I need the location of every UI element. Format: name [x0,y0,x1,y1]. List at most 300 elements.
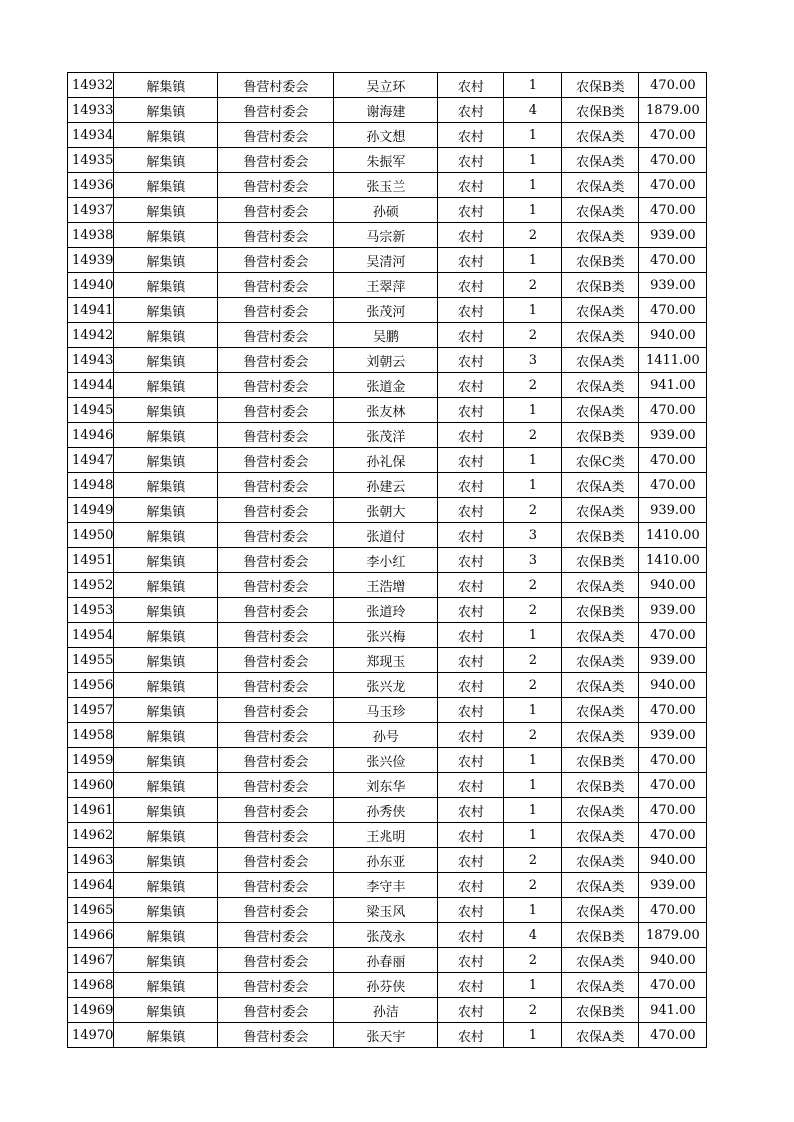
amount-cell: 470.00 [639,298,707,323]
town-cell: 解集镇 [114,448,218,473]
village-committee-cell: 鲁营村委会 [218,423,334,448]
town-cell: 解集镇 [114,123,218,148]
row-number-cell: 14943 [68,348,114,373]
household-count-cell: 3 [504,348,562,373]
amount-cell: 1879.00 [639,98,707,123]
household-count-cell: 2 [504,598,562,623]
area-type-cell: 农村 [438,523,504,548]
area-type-cell: 农村 [438,273,504,298]
insurance-category-cell: 农保A类 [562,373,639,398]
household-count-cell: 2 [504,673,562,698]
name-cell: 张朝大 [334,498,438,523]
table-row [68,548,707,573]
insurance-category-cell: 农保A类 [562,323,639,348]
insurance-category-cell: 农保A类 [562,873,639,898]
village-committee-cell: 鲁营村委会 [218,223,334,248]
town-cell: 解集镇 [114,848,218,873]
row-number-cell: 14962 [68,823,114,848]
amount-cell: 470.00 [639,973,707,998]
village-committee-cell: 鲁营村委会 [218,373,334,398]
town-cell: 解集镇 [114,98,218,123]
area-type-cell: 农村 [438,248,504,273]
household-count-cell: 2 [504,373,562,398]
amount-cell: 470.00 [639,473,707,498]
row-number-cell: 14938 [68,223,114,248]
town-cell: 解集镇 [114,498,218,523]
village-committee-cell: 鲁营村委会 [218,73,334,98]
insurance-category-cell: 农保A类 [562,648,639,673]
name-cell: 谢海建 [334,98,438,123]
village-committee-cell: 鲁营村委会 [218,798,334,823]
amount-cell: 939.00 [639,598,707,623]
table-row [68,373,707,398]
town-cell: 解集镇 [114,648,218,673]
table-row [68,748,707,773]
name-cell: 孙硕 [334,198,438,223]
village-committee-cell: 鲁营村委会 [218,873,334,898]
row-number-cell: 14961 [68,798,114,823]
amount-cell: 470.00 [639,73,707,98]
amount-cell: 940.00 [639,673,707,698]
household-count-cell: 2 [504,723,562,748]
amount-cell: 470.00 [639,173,707,198]
name-cell: 刘东华 [334,773,438,798]
row-number-cell: 14956 [68,673,114,698]
name-cell: 王浩增 [334,573,438,598]
area-type-cell: 农村 [438,223,504,248]
area-type-cell: 农村 [438,648,504,673]
insurance-category-cell: 农保B类 [562,423,639,448]
amount-cell: 939.00 [639,223,707,248]
village-committee-cell: 鲁营村委会 [218,598,334,623]
household-count-cell: 2 [504,873,562,898]
table-row [68,198,707,223]
table-row [68,573,707,598]
household-count-cell: 2 [504,423,562,448]
row-number-cell: 14960 [68,773,114,798]
amount-cell: 470.00 [639,448,707,473]
household-count-cell: 2 [504,998,562,1023]
village-committee-cell: 鲁营村委会 [218,298,334,323]
household-count-cell: 1 [504,148,562,173]
table-row [68,423,707,448]
town-cell: 解集镇 [114,798,218,823]
area-type-cell: 农村 [438,1023,504,1048]
table-row [68,773,707,798]
village-committee-cell: 鲁营村委会 [218,148,334,173]
table-row [68,823,707,848]
town-cell: 解集镇 [114,773,218,798]
town-cell: 解集镇 [114,173,218,198]
insurance-category-cell: 农保B类 [562,773,639,798]
insurance-category-cell: 农保A类 [562,698,639,723]
area-type-cell: 农村 [438,723,504,748]
area-type-cell: 农村 [438,323,504,348]
household-count-cell: 1 [504,973,562,998]
name-cell: 张兴俭 [334,748,438,773]
name-cell: 张茂河 [334,298,438,323]
name-cell: 李小红 [334,548,438,573]
table-row [68,98,707,123]
row-number-cell: 14966 [68,923,114,948]
row-number-cell: 14965 [68,898,114,923]
area-type-cell: 农村 [438,773,504,798]
household-count-cell: 1 [504,398,562,423]
amount-cell: 470.00 [639,698,707,723]
insurance-category-cell: 农保B类 [562,923,639,948]
village-committee-cell: 鲁营村委会 [218,323,334,348]
table-row [68,298,707,323]
household-count-cell: 1 [504,298,562,323]
amount-cell: 470.00 [639,248,707,273]
row-number-cell: 14955 [68,648,114,673]
insurance-category-cell: 农保A类 [562,123,639,148]
household-count-cell: 1 [504,473,562,498]
row-number-cell: 14937 [68,198,114,223]
insurance-category-cell: 农保A类 [562,623,639,648]
insurance-category-cell: 农保B类 [562,273,639,298]
area-type-cell: 农村 [438,198,504,223]
row-number-cell: 14946 [68,423,114,448]
insurance-category-cell: 农保A类 [562,973,639,998]
name-cell: 张兴梅 [334,623,438,648]
town-cell: 解集镇 [114,623,218,648]
table-row [68,73,707,98]
village-committee-cell: 鲁营村委会 [218,998,334,1023]
insurance-category-cell: 农保A类 [562,173,639,198]
village-committee-cell: 鲁营村委会 [218,473,334,498]
row-number-cell: 14957 [68,698,114,723]
table-row [68,523,707,548]
amount-cell: 1410.00 [639,548,707,573]
table-row [68,398,707,423]
name-cell: 吴清河 [334,248,438,273]
village-committee-cell: 鲁营村委会 [218,548,334,573]
amount-cell: 1410.00 [639,523,707,548]
village-committee-cell: 鲁营村委会 [218,723,334,748]
area-type-cell: 农村 [438,898,504,923]
row-number-cell: 14939 [68,248,114,273]
household-count-cell: 1 [504,898,562,923]
household-count-cell: 1 [504,823,562,848]
household-count-cell: 1 [504,198,562,223]
name-cell: 孙秀侠 [334,798,438,823]
area-type-cell: 农村 [438,873,504,898]
name-cell: 张道付 [334,523,438,548]
insurance-category-cell: 农保A类 [562,498,639,523]
area-type-cell: 农村 [438,298,504,323]
town-cell: 解集镇 [114,1023,218,1048]
amount-cell: 940.00 [639,323,707,348]
table-row [68,323,707,348]
village-committee-cell: 鲁营村委会 [218,698,334,723]
town-cell: 解集镇 [114,523,218,548]
insurance-category-cell: 农保B类 [562,748,639,773]
row-number-cell: 14969 [68,998,114,1023]
village-committee-cell: 鲁营村委会 [218,98,334,123]
row-number-cell: 14954 [68,623,114,648]
household-count-cell: 2 [504,948,562,973]
amount-cell: 470.00 [639,1023,707,1048]
village-committee-cell: 鲁营村委会 [218,823,334,848]
row-number-cell: 14947 [68,448,114,473]
name-cell: 张玉兰 [334,173,438,198]
household-count-cell: 2 [504,573,562,598]
insurance-category-cell: 农保A类 [562,948,639,973]
name-cell: 张茂永 [334,923,438,948]
name-cell: 孙芬侠 [334,973,438,998]
village-committee-cell: 鲁营村委会 [218,273,334,298]
name-cell: 王兆明 [334,823,438,848]
table-row [68,998,707,1023]
household-count-cell: 1 [504,73,562,98]
insurance-category-cell: 农保A类 [562,898,639,923]
town-cell: 解集镇 [114,248,218,273]
row-number-cell: 14952 [68,573,114,598]
name-cell: 吴立环 [334,73,438,98]
name-cell: 张道金 [334,373,438,398]
amount-cell: 470.00 [639,148,707,173]
insurance-category-cell: 农保B类 [562,73,639,98]
household-count-cell: 2 [504,223,562,248]
household-count-cell: 1 [504,248,562,273]
name-cell: 张茂洋 [334,423,438,448]
name-cell: 张道玲 [334,598,438,623]
table-row [68,473,707,498]
household-count-cell: 1 [504,798,562,823]
row-number-cell: 14949 [68,498,114,523]
village-committee-cell: 鲁营村委会 [218,573,334,598]
insurance-category-cell: 农保A类 [562,823,639,848]
household-count-cell: 3 [504,523,562,548]
area-type-cell: 农村 [438,598,504,623]
amount-cell: 1879.00 [639,923,707,948]
area-type-cell: 农村 [438,373,504,398]
row-number-cell: 14958 [68,723,114,748]
household-count-cell: 2 [504,498,562,523]
name-cell: 张天宇 [334,1023,438,1048]
row-number-cell: 14967 [68,948,114,973]
insurance-category-cell: 农保B类 [562,98,639,123]
household-count-cell: 4 [504,923,562,948]
area-type-cell: 农村 [438,73,504,98]
table-row [68,698,707,723]
town-cell: 解集镇 [114,673,218,698]
town-cell: 解集镇 [114,223,218,248]
table-row [68,948,707,973]
table-row [68,498,707,523]
village-committee-cell: 鲁营村委会 [218,748,334,773]
name-cell: 王翠萍 [334,273,438,298]
insurance-category-cell: 农保A类 [562,798,639,823]
name-cell: 孙洁 [334,998,438,1023]
row-number-cell: 14942 [68,323,114,348]
village-committee-cell: 鲁营村委会 [218,973,334,998]
area-type-cell: 农村 [438,423,504,448]
amount-cell: 939.00 [639,723,707,748]
insurance-category-cell: 农保A类 [562,723,639,748]
village-committee-cell: 鲁营村委会 [218,398,334,423]
area-type-cell: 农村 [438,148,504,173]
area-type-cell: 农村 [438,348,504,373]
row-number-cell: 14933 [68,98,114,123]
insurance-category-cell: 农保A类 [562,848,639,873]
village-committee-cell: 鲁营村委会 [218,248,334,273]
village-committee-cell: 鲁营村委会 [218,848,334,873]
insurance-category-cell: 农保A类 [562,148,639,173]
name-cell: 郑现玉 [334,648,438,673]
area-type-cell: 农村 [438,673,504,698]
town-cell: 解集镇 [114,723,218,748]
area-type-cell: 农村 [438,998,504,1023]
household-count-cell: 1 [504,173,562,198]
row-number-cell: 14970 [68,1023,114,1048]
household-count-cell: 1 [504,623,562,648]
row-number-cell: 14935 [68,148,114,173]
household-count-cell: 1 [504,1023,562,1048]
village-committee-cell: 鲁营村委会 [218,648,334,673]
village-committee-cell: 鲁营村委会 [218,623,334,648]
village-committee-cell: 鲁营村委会 [218,173,334,198]
row-number-cell: 14951 [68,548,114,573]
insurance-category-cell: 农保A类 [562,198,639,223]
amount-cell: 470.00 [639,398,707,423]
village-committee-cell: 鲁营村委会 [218,448,334,473]
data-table [67,72,707,1048]
town-cell: 解集镇 [114,323,218,348]
insurance-category-cell: 农保A类 [562,298,639,323]
area-type-cell: 农村 [438,498,504,523]
town-cell: 解集镇 [114,698,218,723]
town-cell: 解集镇 [114,273,218,298]
row-number-cell: 14934 [68,123,114,148]
town-cell: 解集镇 [114,573,218,598]
name-cell: 马宗新 [334,223,438,248]
table-row [68,598,707,623]
amount-cell: 470.00 [639,623,707,648]
town-cell: 解集镇 [114,298,218,323]
table-row [68,248,707,273]
table-row [68,723,707,748]
table-row [68,123,707,148]
table-body [68,73,707,1048]
town-cell: 解集镇 [114,548,218,573]
row-number-cell: 14944 [68,373,114,398]
amount-cell: 940.00 [639,848,707,873]
village-committee-cell: 鲁营村委会 [218,773,334,798]
town-cell: 解集镇 [114,923,218,948]
town-cell: 解集镇 [114,973,218,998]
row-number-cell: 14953 [68,598,114,623]
insurance-category-cell: 农保A类 [562,398,639,423]
name-cell: 李守丰 [334,873,438,898]
row-number-cell: 14950 [68,523,114,548]
village-committee-cell: 鲁营村委会 [218,923,334,948]
amount-cell: 939.00 [639,648,707,673]
town-cell: 解集镇 [114,948,218,973]
amount-cell: 939.00 [639,498,707,523]
name-cell: 孙礼保 [334,448,438,473]
village-committee-cell: 鲁营村委会 [218,198,334,223]
town-cell: 解集镇 [114,348,218,373]
town-cell: 解集镇 [114,148,218,173]
area-type-cell: 农村 [438,623,504,648]
insurance-category-cell: 农保B类 [562,998,639,1023]
name-cell: 孙文想 [334,123,438,148]
amount-cell: 940.00 [639,948,707,973]
town-cell: 解集镇 [114,998,218,1023]
name-cell: 张兴龙 [334,673,438,698]
household-count-cell: 1 [504,448,562,473]
amount-cell: 470.00 [639,773,707,798]
name-cell: 孙号 [334,723,438,748]
row-number-cell: 14941 [68,298,114,323]
area-type-cell: 农村 [438,448,504,473]
table-row [68,273,707,298]
table-row [68,673,707,698]
area-type-cell: 农村 [438,573,504,598]
insurance-category-cell: 农保A类 [562,348,639,373]
area-type-cell: 农村 [438,923,504,948]
amount-cell: 470.00 [639,198,707,223]
table-row [68,898,707,923]
town-cell: 解集镇 [114,423,218,448]
row-number-cell: 14932 [68,73,114,98]
household-count-cell: 2 [504,648,562,673]
village-committee-cell: 鲁营村委会 [218,948,334,973]
insurance-category-cell: 农保A类 [562,473,639,498]
insurance-category-cell: 农保A类 [562,223,639,248]
area-type-cell: 农村 [438,398,504,423]
area-type-cell: 农村 [438,848,504,873]
amount-cell: 939.00 [639,873,707,898]
amount-cell: 941.00 [639,373,707,398]
name-cell: 马玉珍 [334,698,438,723]
amount-cell: 470.00 [639,898,707,923]
village-committee-cell: 鲁营村委会 [218,673,334,698]
town-cell: 解集镇 [114,73,218,98]
household-count-cell: 2 [504,273,562,298]
area-type-cell: 农村 [438,948,504,973]
table-row [68,448,707,473]
town-cell: 解集镇 [114,373,218,398]
table-row [68,648,707,673]
row-number-cell: 14940 [68,273,114,298]
row-number-cell: 14945 [68,398,114,423]
row-number-cell: 14963 [68,848,114,873]
insurance-category-cell: 农保B类 [562,523,639,548]
area-type-cell: 农村 [438,798,504,823]
amount-cell: 939.00 [639,423,707,448]
village-committee-cell: 鲁营村委会 [218,1023,334,1048]
table-row [68,223,707,248]
town-cell: 解集镇 [114,823,218,848]
insurance-category-cell: 农保A类 [562,673,639,698]
town-cell: 解集镇 [114,398,218,423]
area-type-cell: 农村 [438,173,504,198]
household-count-cell: 1 [504,748,562,773]
household-count-cell: 2 [504,323,562,348]
amount-cell: 1411.00 [639,348,707,373]
household-count-cell: 3 [504,548,562,573]
amount-cell: 470.00 [639,748,707,773]
village-committee-cell: 鲁营村委会 [218,498,334,523]
area-type-cell: 农村 [438,748,504,773]
household-count-cell: 2 [504,848,562,873]
insurance-category-cell: 农保A类 [562,573,639,598]
insurance-category-cell: 农保B类 [562,548,639,573]
town-cell: 解集镇 [114,748,218,773]
